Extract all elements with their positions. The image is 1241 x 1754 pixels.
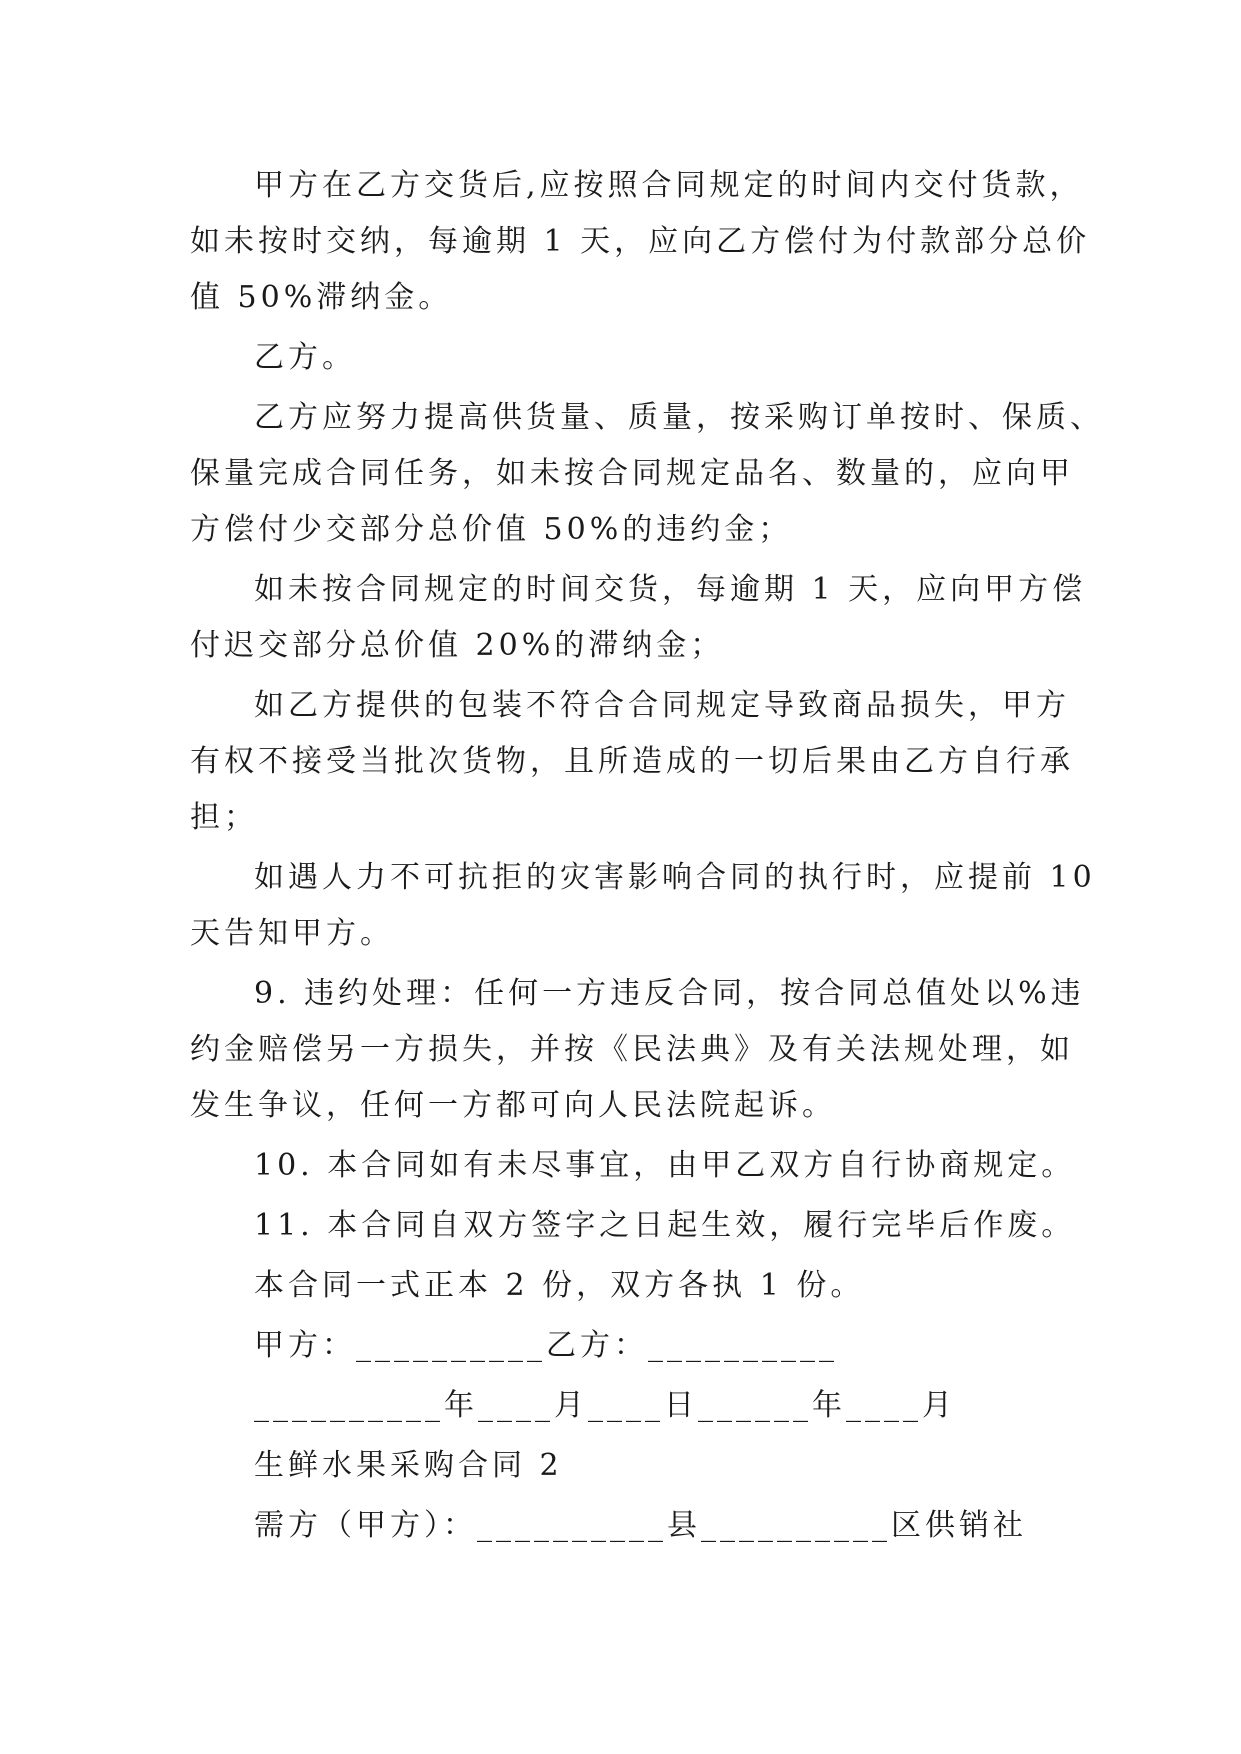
paragraph-line: 发生争议，任何一方都可向人民法院起诉。 [190,1088,836,1123]
section-title: 生鲜水果采购合同 2 [254,1448,563,1483]
paragraph-line: 天告知甲方。 [190,916,394,951]
paragraph-line: 如未按时交纳，每逾期 1 天，应向乙方偿付为付款部分总价 [190,224,1091,259]
paragraph-line: 9. 违约处理：任何一方违反合同，按合同总值处以%违 [254,976,1085,1011]
paragraph-line: 10. 本合同如有未尽事宜，由甲乙双方自行协商规定。 [254,1148,1076,1183]
paragraph-line: 约金赔偿另一方损失，并按《民法典》及有关法规处理，如 [190,1032,1074,1067]
paragraph-line: 11. 本合同自双方签字之日起生效，履行完毕后作废。 [254,1208,1076,1243]
paragraph-line: 乙方应努力提高供货量、质量，按采购订单按时、保质、 [254,400,1104,435]
date-line: __________年____月____日______年____月 [254,1388,956,1423]
paragraph-line: 有权不接受当批次货物，且所造成的一切后果由乙方自行承 [190,744,1074,779]
paragraph-line: 担； [190,800,258,835]
paragraph-line: 值 50%滞纳金。 [190,280,453,315]
signature-line: 甲方：__________乙方：__________ [254,1328,838,1363]
paragraph-line: 乙方。 [254,340,356,375]
paragraph-line: 如乙方提供的包装不符合合同规定导致商品损失，甲方 [254,688,1070,723]
paragraph-line: 本合同一式正本 2 份，双方各执 1 份。 [254,1268,865,1303]
paragraph-line: 如遇人力不可抗拒的灾害影响合同的执行时，应提前 10 [254,860,1096,895]
paragraph-line: 甲方在乙方交货后,应按照合同规定的时间内交付货款， [254,168,1084,203]
party-line: 需方（甲方）：__________县__________区供销社 [254,1508,1027,1543]
paragraph-line: 如未按合同规定的时间交货，每逾期 1 天，应向甲方偿 [254,572,1087,607]
paragraph-line: 付迟交部分总价值 20%的滞纳金； [190,628,725,663]
paragraph-line: 方偿付少交部分总价值 50%的违约金； [190,512,793,547]
paragraph-line: 保量完成合同任务，如未按合同规定品名、数量的，应向甲 [190,456,1074,491]
